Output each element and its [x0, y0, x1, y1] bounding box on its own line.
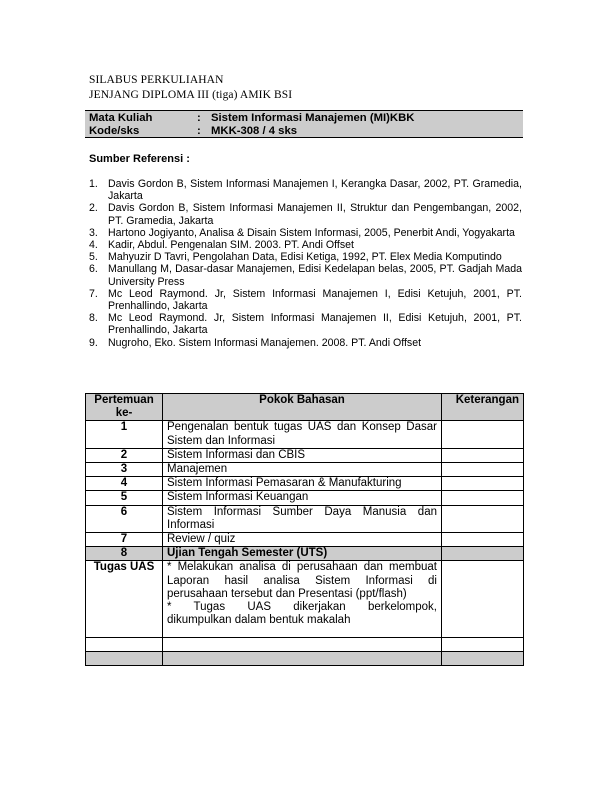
- reference-text: Manullang M, Dasar-dasar Manajemen, Edisi Kedelapan belas, 2005, PT. Gadjah Mada University Press: [108, 263, 522, 288]
- table-row-exam: [86, 547, 524, 561]
- course-code-value: MKK-308 / 4 sks: [211, 124, 298, 137]
- meeting-number: 3: [86, 463, 163, 477]
- table-header-row: [86, 394, 524, 421]
- document-title: [89, 73, 292, 103]
- note-cell: [442, 491, 524, 505]
- references-heading: Sumber Referensi :: [89, 153, 190, 165]
- table-row-assignment: [86, 561, 524, 638]
- reference-item: [89, 239, 522, 251]
- topic-cell: Pengenalan bentuk tugas UAS dan Konsep Dasar Sistem dan Informasi: [163, 421, 442, 448]
- reference-text: Mc Leod Raymond. Jr, Sistem Informasi Manajemen I, Edisi Ketujuh, 2001, PT. Prenhallindo, Jakarta: [108, 287, 522, 313]
- reference-text: Davis Gordon B, Sistem Informasi Manajemen I, Kerangka Dasar, 2002, PT. Gramedia, Jakarta: [108, 178, 522, 203]
- course-name-label: Mata Kuliah: [89, 112, 153, 124]
- topic-cell: Review / quiz: [163, 533, 442, 547]
- empty-cell: [163, 638, 442, 652]
- reference-item: [89, 337, 522, 349]
- empty-cell: [442, 652, 524, 666]
- reference-item: [89, 251, 522, 263]
- course-code-row: [89, 125, 519, 138]
- reference-item: [89, 202, 522, 226]
- reference-number: 8.: [89, 312, 98, 325]
- meeting-number: 4: [86, 477, 163, 491]
- note-cell: [442, 448, 524, 462]
- course-name-row: [89, 112, 519, 125]
- assignment-text-2: * Tugas UAS dikerjakan berkelompok, dikumpulkan dalam bentuk makalah: [167, 601, 441, 627]
- table-row: [86, 533, 524, 547]
- table-row-empty: [86, 638, 524, 652]
- note-cell: [442, 463, 524, 477]
- table-row: [86, 448, 524, 462]
- meeting-number: Tugas UAS: [86, 561, 163, 638]
- topic-cell: Sistem Informasi Pemasaran & Manufakturing: [163, 477, 442, 491]
- header-meeting: Pertemuan ke-: [86, 394, 163, 421]
- reference-text: Nugroho, Eko. Sistem Informasi Manajemen. 2008. PT. Andi Offset: [108, 336, 422, 349]
- reference-item: [89, 312, 522, 336]
- reference-text: Hartono Jogiyanto, Analisa & Disain Sistem Informasi, 2005, Penerbit Andi, Yogyakarta: [108, 226, 515, 239]
- assignment-text-1: * Melakukan analisa di perusahaan dan membuat Laporan hasil analisa Sistem Informasi di perusahaan tersebut dan Presentasi (ppt/flash): [167, 561, 437, 600]
- meeting-number: 1: [86, 421, 163, 448]
- course-info-box: [85, 110, 523, 138]
- note-cell: [442, 505, 524, 532]
- reference-item: [89, 263, 522, 287]
- table-row: [86, 477, 524, 491]
- reference-text: Mc Leod Raymond. Jr, Sistem Informasi Manajemen II, Edisi Ketujuh, 2001, PT. Prenhallindo, Jakarta: [108, 312, 522, 337]
- note-cell: [442, 561, 524, 638]
- table-row: [86, 421, 524, 448]
- title-line-2: JENJANG DIPLOMA III (tiga) AMIK BSI: [89, 89, 293, 101]
- colon: :: [197, 112, 201, 124]
- topic-cell: Sistem Informasi Keuangan: [163, 491, 442, 505]
- course-name-value: Sistem Informasi Manajemen (MI)KBK: [211, 112, 415, 124]
- table-row: [86, 505, 524, 532]
- reference-number: 2.: [89, 202, 98, 215]
- reference-item: [89, 178, 522, 202]
- colon: :: [197, 124, 201, 137]
- table-row-footer: [86, 652, 524, 666]
- empty-cell: [442, 638, 524, 652]
- table-row: [86, 491, 524, 505]
- reference-number: 7.: [89, 287, 98, 300]
- empty-cell: [86, 652, 163, 666]
- empty-cell: [86, 638, 163, 652]
- header-notes: Keterangan: [442, 394, 524, 421]
- note-cell: [442, 477, 524, 491]
- meeting-number: 5: [86, 491, 163, 505]
- reference-number: 3.: [89, 226, 98, 239]
- reference-text: Kadir, Abdul. Pengenalan SIM. 2003. PT. Andi Offset: [108, 239, 354, 252]
- references-list: [89, 178, 522, 349]
- table-row: [86, 463, 524, 477]
- meeting-number: 2: [86, 448, 163, 462]
- topic-cell: Sistem Informasi dan CBIS: [163, 448, 442, 462]
- syllabus-table: [85, 393, 524, 666]
- meeting-number: 8: [86, 547, 163, 561]
- reference-number: 6.: [89, 263, 98, 276]
- reference-text: Davis Gordon B, Sistem Informasi Manajemen II, Struktur dan Pengembangan, 2002, PT. Gramedia, Jakarta: [108, 202, 522, 227]
- note-cell: [442, 421, 524, 448]
- meeting-number: 7: [86, 533, 163, 547]
- title-line-1: SILABUS PERKULIAHAN: [89, 74, 224, 86]
- reference-text: Mahyuzir D Tavri, Pengolahan Data, Edisi Ketiga, 1992, PT. Elex Media Komputindo: [108, 251, 502, 264]
- reference-number: 5.: [89, 251, 98, 264]
- empty-cell: [163, 652, 442, 666]
- topic-cell: Manajemen: [163, 463, 442, 477]
- reference-number: 4.: [89, 239, 98, 252]
- note-cell: [442, 533, 524, 547]
- topic-cell: [163, 561, 442, 638]
- reference-item: [89, 227, 522, 239]
- reference-number: 1.: [89, 178, 98, 190]
- reference-number: 9.: [89, 336, 98, 349]
- header-topic: Pokok Bahasan: [163, 394, 442, 421]
- topic-cell: Sistem Informasi Sumber Daya Manusia dan Informasi: [163, 505, 442, 532]
- reference-item: [89, 288, 522, 312]
- note-cell: [442, 547, 524, 561]
- topic-cell: Ujian Tengah Semester (UTS): [163, 547, 442, 561]
- course-code-label: Kode/sks: [89, 124, 140, 137]
- meeting-number: 6: [86, 505, 163, 532]
